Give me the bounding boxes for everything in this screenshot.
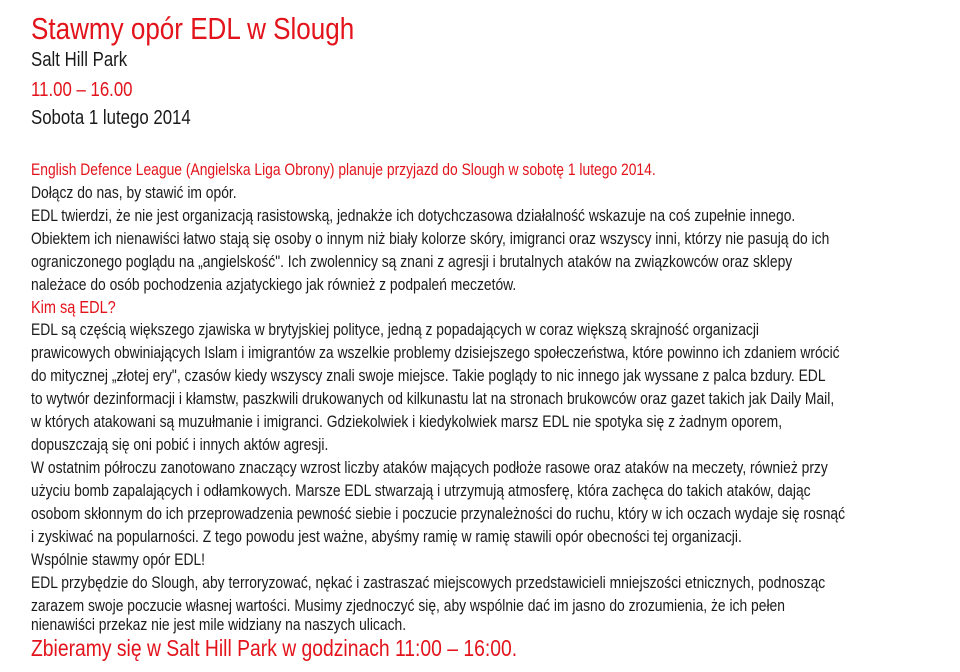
intro-line: ograniczonego poglądu na „angielskość". Ich zwolennicy są znani z agresji i brutalnych ataków na związkowców oraz sklepy [31, 252, 793, 271]
intro-line: EDL twierdzi, że nie jest organizacją rasistowską, jednakże ich dotychczasowa działalność wskazuje na coś zupełnie innego. [31, 206, 796, 225]
intro-line: Dołącz do nas, by stawić im opór. [31, 183, 237, 202]
intro-line: Obiektem ich nienawiści łatwo stają się osoby o innym niż biały kolorze skóry, imigranci oraz wszyscy inni, którzy nie pasują do ich [31, 229, 830, 248]
who-line: EDL są częścią większego zjawiska w brytyjskiej polityce, jedną z popadających w coraz większą skrajność organizacji [31, 320, 760, 339]
who-line: osobom skłonnym do ich przeprowadzenia pewność siebie i poczucie przynależności do ruchu, który w ich oczach wydaje się rosnąć [31, 504, 846, 523]
closing-callout: Zbieramy się w Salt Hill Park w godzinach 11:00 – 16:00. [31, 635, 518, 661]
who-line: nienawiści przekaz nie jest mile widziany na naszych ulicach. [31, 615, 407, 634]
who-line: zarazem swoje poczucie własnej wartości. Musimy zjednoczyć się, aby wspólnie dać im jasno do zrozumienia, że ich pełen [31, 596, 785, 615]
who-line: do mitycznej „złotej ery", czasów kiedy wszyscy znali swoje miejsce. Takie poglądy to nic innego jak wyssane z palca bzdury. EDL [31, 366, 826, 385]
intro-lead: English Defence League (Angielska Liga Obrony) planuje przyjazd do Slough w sobotę 1 lutego 2014. [31, 160, 656, 179]
who-line: EDL przybędzie do Slough, aby terroryzować, nękać i zastraszać miejscowych przedstawicieli mniejszości etnicznych, podnosząc [31, 573, 826, 592]
page-title: Stawmy opór EDL w Slough [31, 11, 355, 46]
who-line: i zyskiwać na popularności. Z tego powodu jest ważne, abyśmy ramię w ramię stawili opór obecności tej organizacji. [31, 527, 742, 546]
who-line: dopuszczają się oni pobić i innych aktów agresji. [31, 435, 329, 454]
event-time: 11.00 – 16.00 [31, 79, 133, 101]
section-heading-who: Kim są EDL? [31, 297, 116, 317]
event-date: Sobota 1 lutego 2014 [31, 107, 191, 129]
event-location: Salt Hill Park [31, 49, 128, 71]
who-line: to wytwór dezinformacji i kłamstw, paszkwili drukowanych od kilkunastu lat na stronach brukowców oraz gazet takich jak Daily Mail, [31, 389, 835, 408]
who-line: użyciu bomb zapalających i odłamkowych. Marsze EDL stwarzają i utrzymują atmosferę, która zachęca do takich ataków, dając [31, 481, 811, 500]
who-line: W ostatnim półroczu zanotowano znaczący wzrost liczby ataków mających podłoże rasowe oraz ataków na meczety, również przy [31, 458, 828, 477]
who-line: Wspólnie stawmy opór EDL! [31, 550, 206, 569]
who-line: prawicowych obwiniających Islam i imigrantów za wszelkie problemy dzisiejszego społeczeństwa, które powinno ich zdaniem wrócić [31, 343, 840, 362]
who-line: w których atakowani są muzułmanie i imigranci. Gdziekolwiek i kiedykolwiek marsz EDL nie spotyka się z żadnym oporem, [31, 412, 783, 431]
intro-line: należace do osób pochodzenia azjatyckiego jak również z podpaleń meczetów. [31, 275, 517, 294]
